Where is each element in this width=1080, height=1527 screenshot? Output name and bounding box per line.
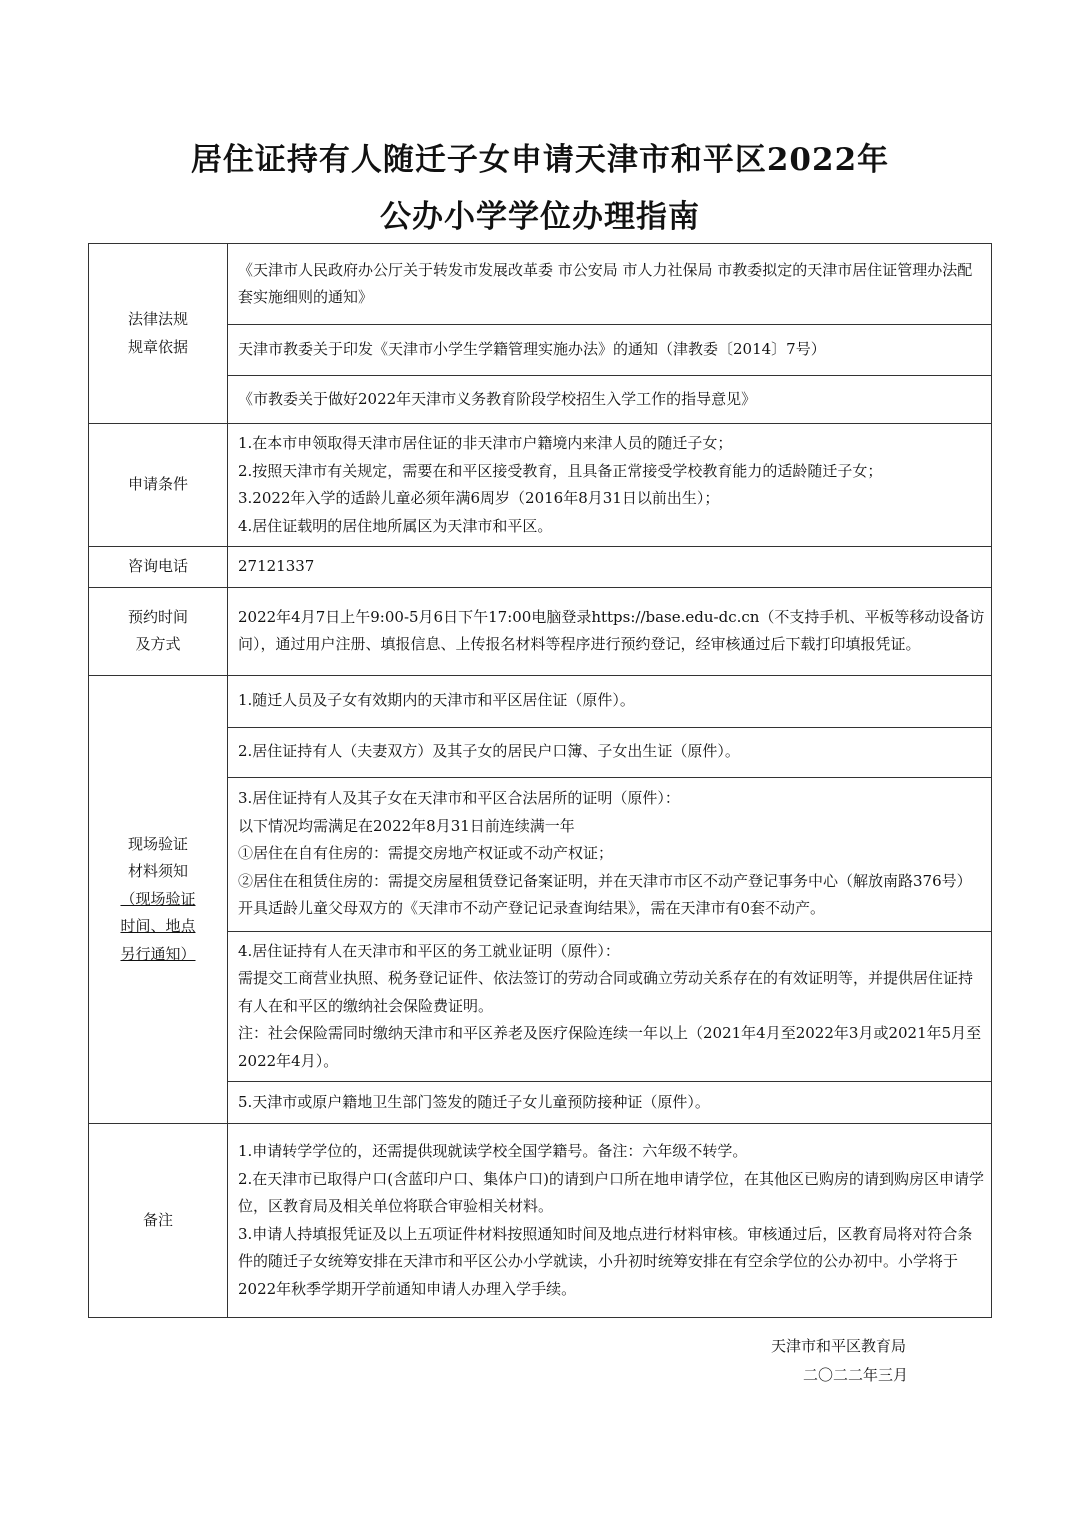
remarks-content xyxy=(228,1124,992,1318)
materials-note-line3: 另行通知） xyxy=(120,944,196,963)
phone-row xyxy=(89,547,992,588)
guide-table xyxy=(88,243,992,1318)
phone-value: 27121337 xyxy=(228,547,992,588)
conditions-content xyxy=(228,424,992,547)
issue-date: 二〇二二年三月 xyxy=(803,1366,909,1384)
conditions-label: 申请条件 xyxy=(89,424,228,547)
remark-item-1: 1.申请转学学位的，还需提供现就读学校全国学籍号。备注：六年级不转学。 xyxy=(238,1142,748,1160)
booking-label xyxy=(89,587,228,675)
legal-label-line2: 规章依据 xyxy=(127,337,188,356)
issuer-signature: 天津市和平区教育局 xyxy=(771,1337,907,1355)
materials-label-line2: 材料须知 xyxy=(127,862,188,880)
materials-item-4 xyxy=(228,931,992,1082)
legal-item-1: 《天津市人民政府办公厅关于转发市发展改革委 市公安局 市人力社保局 市教委拟定的天津市居住证管理办法配套实施细则的通知》 xyxy=(228,244,992,325)
document-title-line1: 居住证持有人随迁子女申请天津市和平区2022年 xyxy=(190,142,890,178)
legal-row-1 xyxy=(89,244,992,325)
legal-item-3: 《市教委关于做好2022年天津市义务教育阶段学校招生入学工作的指导意见》 xyxy=(228,376,992,424)
remark-item-3: 3.申请人持填报凭证及以上五项证件材料按照通知时间及地点进行材料审核。审核通过后，区教育局将对符合条件的随迁子女统筹安排在天津市和平区公办小学就读，小升初时统筹安排在有空余学位的公办初中。小学将于2022年秋季学期开学前通知申请人办理入学手续。 xyxy=(238,1224,973,1298)
booking-text: 2022年4月7日上午9:00-5月6日下午17:00电脑登录https://base.edu-dc.cn（不支持手机、平板等移动设备访问），通过用户注册、填报信息、上传报名材料等程序进行预约登记，经审核通过后下载打印填报凭证。 xyxy=(228,587,992,675)
materials-row-1 xyxy=(89,675,992,727)
condition-item-2: 2.按照天津市有关规定，需要在和平区接受教育，且具备正常接受学校教育能力的适龄随迁子女； xyxy=(238,461,883,480)
materials-item-3-line2: 以下情况均需满足在2022年8月31日前连续满一年 xyxy=(238,816,575,835)
booking-label-line2: 及方式 xyxy=(135,635,181,653)
legal-item-2: 天津市教委关于印发《天津市小学生学籍管理实施办法》的通知（津教委〔2014〕7号） xyxy=(228,325,992,376)
materials-item-3-line4: ②居住在租赁住房的：需提交房屋租赁登记备案证明，并在天津市市区不动产登记事务中心（解放南路376号）开具适龄儿童父母双方的《天津市不动产登记记录查询结果》，需在天津市有0套不动产。 xyxy=(238,871,972,918)
condition-item-4: 4.居住证载明的居住地所属区为天津市和平区。 xyxy=(238,516,553,535)
legal-label-line1: 法律法规 xyxy=(127,310,188,328)
materials-item-2: 2.居住证持有人（夫妻双方）及其子女的居民户口簿、子女出生证（原件）。 xyxy=(228,727,992,777)
booking-label-line1: 预约时间 xyxy=(127,607,188,626)
materials-item-4-line1: 4.居住证持有人在天津市和平区的务工就业证明（原件）： xyxy=(238,941,620,960)
remarks-label: 备注 xyxy=(89,1124,228,1318)
materials-item-4-line2: 需提交工商营业执照、税务登记证件、依法签订的劳动合同或确立劳动关系存在的有效证明等，并提供居住证持有人在和平区的缴纳社会保险费证明。 xyxy=(238,969,974,1015)
materials-label-line1: 现场验证 xyxy=(127,834,188,853)
materials-item-3-line3: ①居住在自有住房的：需提交房地产权证或不动产权证； xyxy=(238,844,614,863)
materials-item-3 xyxy=(228,777,992,931)
materials-note-line2: 时间、地点 xyxy=(120,917,196,935)
materials-item-3-line1: 3.居住证持有人及其子女在天津市和平区合法居所的证明（原件）： xyxy=(238,789,680,808)
condition-item-3: 3.2022年入学的适龄儿童必须年满6周岁（2016年8月31日以前出生）； xyxy=(238,489,720,507)
materials-item-1: 1.随迁人员及子女有效期内的天津市和平区居住证（原件）。 xyxy=(228,675,992,727)
materials-item-4-line3: 注：社会保险需同时缴纳天津市和平区养老及医疗保险连续一年以上（2021年4月至2022年3月或2021年5月至2022年4月）。 xyxy=(238,1024,982,1070)
document-title-line2: 公办小学学位办理指南 xyxy=(380,199,700,235)
remarks-row xyxy=(89,1124,992,1318)
materials-note-line1: （现场验证 xyxy=(120,889,196,908)
remark-item-2: 2.在天津市已取得户口(含蓝印户口、集体户口)的请到户口所在地申请学位，在其他区已购房的请到购房区申请学位，区教育局及相关单位将联合审验相关材料。 xyxy=(238,1169,985,1215)
legal-label xyxy=(89,244,228,424)
phone-label: 咨询电话 xyxy=(89,547,228,588)
condition-item-1: 1.在本市申领取得天津市居住证的非天津市户籍境内来津人员的随迁子女； xyxy=(238,434,733,452)
materials-label xyxy=(89,675,228,1124)
conditions-row xyxy=(89,424,992,547)
booking-row xyxy=(89,587,992,675)
materials-item-5: 5.天津市或原户籍地卫生部门签发的随迁子女儿童预防接种证（原件）。 xyxy=(228,1082,992,1124)
